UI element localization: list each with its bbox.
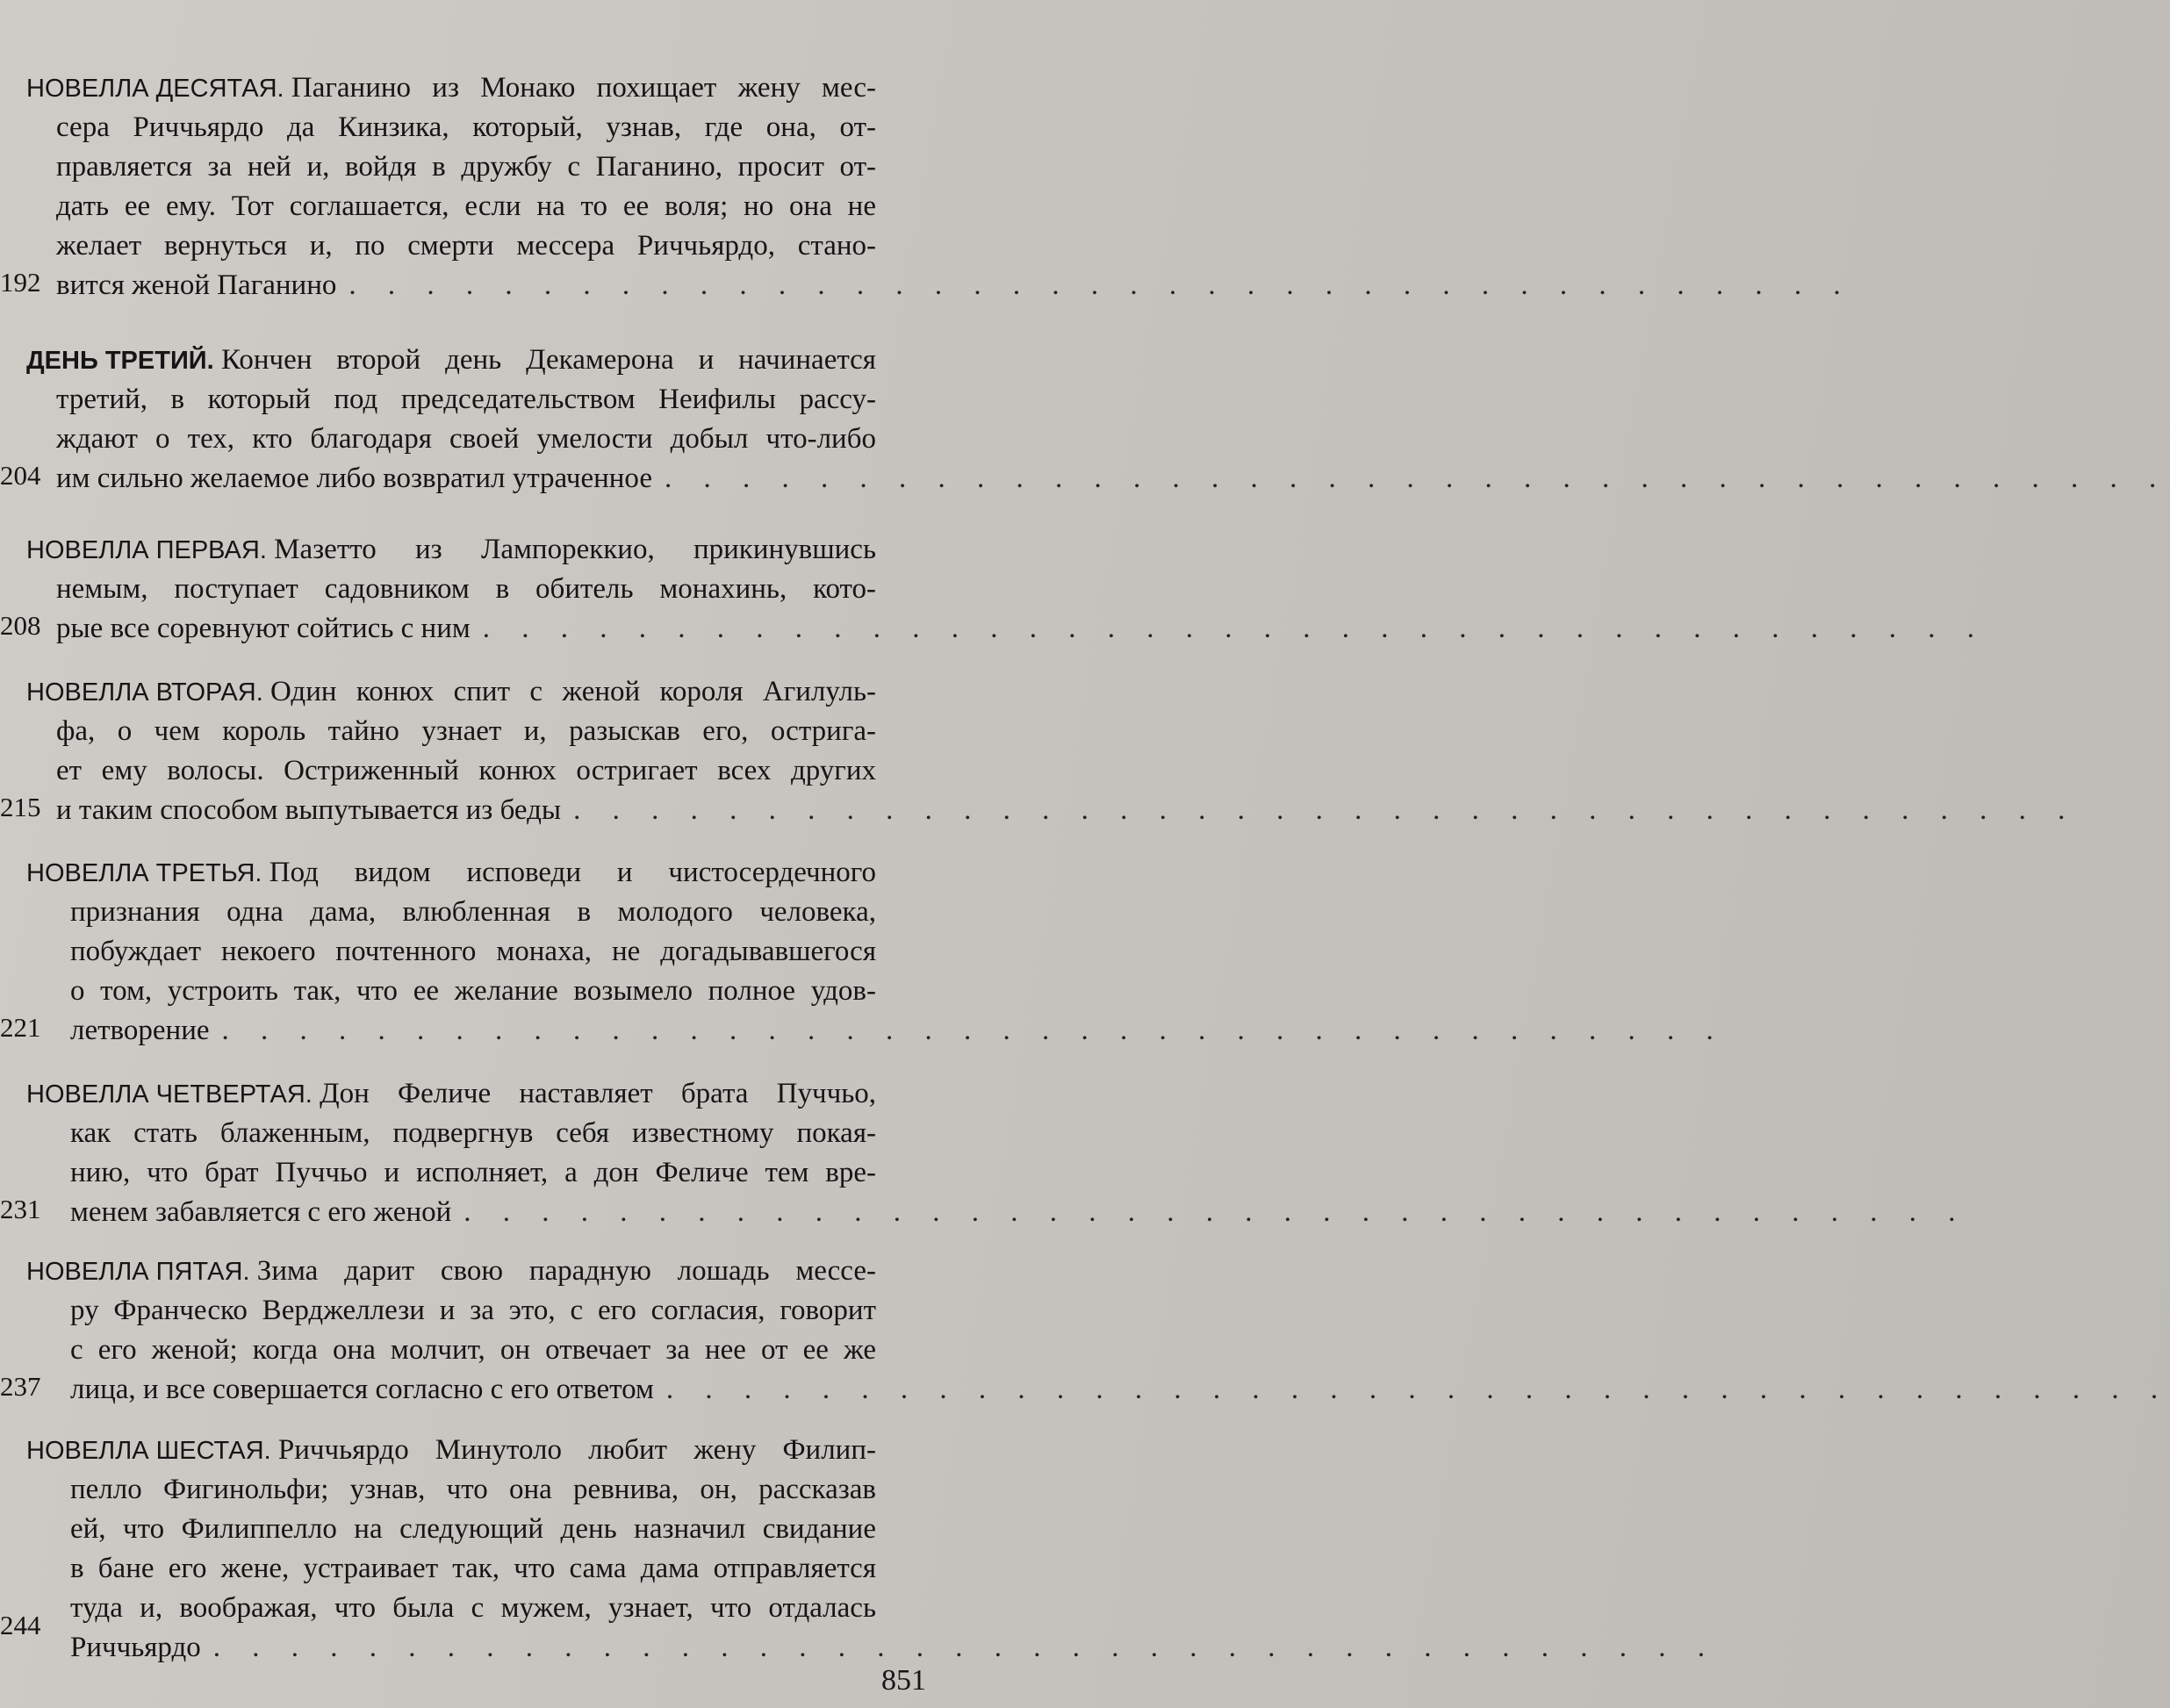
dot-leader: . . . . . . . . . . . . . . . . . . . . . . . . . . . . . . . . . . . . . . .	[221, 1015, 1726, 1046]
dot-leader: . . . . . . . . . . . . . . . . . . . . . . . . . . . . . . . . . . . . . . .	[212, 1632, 1718, 1663]
dot-leader: . . . . . . . . . . . . . . . . . . . . . . . . . . . . . . . . . . . . . . .	[482, 613, 1987, 644]
page-number: 244	[0, 1610, 41, 1640]
page-number: 231	[0, 1194, 41, 1224]
dot-leader: . . . . . . . . . . . . . . . . . . . . . . . . . . . . . . . . . . . . . . .	[348, 269, 1853, 301]
entry-heading: НОВЕЛЛА ДЕСЯТАЯ.	[26, 75, 284, 103]
page-number: 221	[0, 1012, 41, 1043]
entry-line: третий, в который под председательством Неифилы рассу-	[56, 384, 876, 415]
entry-heading: НОВЕЛЛА ВТОРАЯ.	[26, 678, 263, 707]
dot-leader: . . . . . . . . . . . . . . . . . . . . . . . . . . . . . . . . . . . . . . .	[573, 794, 2078, 826]
entry-text: вится женой Паганино	[56, 269, 337, 301]
entry-text: летворение	[70, 1015, 210, 1046]
entry-line: нию, что брат Пуччьо и исполняет, а дон Феличе тем вре-	[70, 1157, 876, 1188]
entry-text: им сильно желаемое либо возвратил утраченное	[56, 463, 652, 494]
page-number: 208	[0, 610, 41, 641]
entry-text: Риччьярдо	[70, 1632, 201, 1663]
entry-text: и таким способом выпутывается из беды	[56, 794, 562, 826]
page-number: 237	[0, 1371, 41, 1402]
entry-line: правляется за ней и, войдя в дружбу с Паганино, просит от-	[56, 151, 876, 183]
entry-text: менем забавляется с его женой	[70, 1196, 452, 1228]
entry-line: в бане его жене, устраивает так, что сама дама отправляется	[70, 1553, 876, 1584]
entry-first-line	[26, 672, 876, 711]
entry-line: туда и, воображая, что была с мужем, узнает, что отдалась	[70, 1592, 876, 1624]
entry-first-line	[26, 1074, 876, 1113]
page-folio-number: 851	[881, 1664, 926, 1697]
dot-leader: . . . . . . . . . . . . . . . . . . . . . . . . . . . . . . . . . . . . . . .	[665, 1374, 2170, 1405]
entry-heading: НОВЕЛЛА ТРЕТЬЯ.	[26, 859, 262, 887]
entry-text: Дон Феличе наставляет брата Пуччьо,	[320, 1078, 876, 1109]
entry-heading: НОВЕЛЛА ШЕСТАЯ.	[26, 1437, 271, 1465]
entry-text: Один конюх спит с женой короля Агилуль-	[270, 676, 876, 707]
entry-heading: НОВЕЛЛА ПЯТАЯ.	[26, 1258, 250, 1286]
entry-first-line	[26, 1252, 876, 1290]
entry-line: сера Риччьярдо да Кинзика, который, узнав, где она, от-	[56, 111, 876, 143]
entry-heading: ДЕНЬ ТРЕТИЙ.	[26, 347, 214, 375]
entry-heading: НОВЕЛЛА ЧЕТВЕРТАЯ.	[26, 1080, 313, 1109]
entry-heading: НОВЕЛЛА ПЕРВАЯ.	[26, 536, 267, 564]
entry-line: как стать блаженным, подвергнув себя известному покая-	[70, 1117, 876, 1149]
entry-text: рые все соревнуют сойтись с ним	[56, 613, 471, 644]
entry-first-line	[26, 530, 876, 569]
entry-line: фа, о чем король тайно узнает и, разыскав его, острига-	[56, 715, 876, 747]
entry-line: ей, что Филиппелло на следующий день назначил свидание	[70, 1513, 876, 1545]
entry-line: ет ему волосы. Остриженный конюх остригает всех других	[56, 755, 876, 786]
entry-text: Мазетто из Лампореккио, прикинувшись	[274, 534, 876, 565]
entry-first-line	[26, 341, 876, 379]
page-number: 215	[0, 792, 41, 822]
entry-line: о том, устроить так, что ее желание возымело полное удов-	[70, 975, 876, 1007]
entry-line: ждают о тех, кто благодаря своей умелости добыл что-либо	[56, 423, 876, 455]
entry-line: пелло Фигинольфи; узнав, что она ревнива, он, рассказав	[70, 1474, 876, 1505]
page-number: 192	[0, 267, 41, 298]
entry-first-line	[26, 68, 876, 107]
entry-line: побуждает некоего почтенного монаха, не догадывавшегося	[70, 936, 876, 967]
entry-line: желает вернуться и, по смерти мессера Риччьярдо, стано-	[56, 230, 876, 262]
entry-text: Под видом исповеди и чистосердечного	[269, 857, 876, 888]
entry-text: Кончен второй день Декамерона и начинается	[220, 344, 876, 376]
entry-text: Паганино из Монако похищает жену мес-	[291, 72, 876, 104]
entry-line: ру Франческо Верджеллези и за это, с его согласия, говорит	[70, 1295, 876, 1326]
dot-leader: . . . . . . . . . . . . . . . . . . . . . . . . . . . . . . . . . . . . . . .	[463, 1196, 1968, 1228]
page-number: 204	[0, 460, 41, 491]
entry-line: немым, поступает садовником в обитель монахинь, кото-	[56, 573, 876, 605]
entry-text: лица, и все совершается согласно с его ответом	[70, 1374, 654, 1405]
entry-first-line	[26, 853, 876, 892]
entry-line: с его женой; когда она молчит, он отвечает за нее от ее же	[70, 1334, 876, 1366]
dot-leader: . . . . . . . . . . . . . . . . . . . . . . . . . . . . . . . . . . . . . . .	[664, 463, 2169, 494]
entry-first-line	[26, 1431, 876, 1469]
entry-text: Зима дарит свою парадную лошадь мессе-	[256, 1255, 876, 1287]
entry-line: признания одна дама, влюбленная в молодого человека,	[70, 896, 876, 928]
entry-text: Риччьярдо Минутоло любит жену Филип-	[277, 1434, 876, 1466]
entry-line: дать ее ему. Тот соглашается, если на то ее воля; но она не	[56, 190, 876, 222]
